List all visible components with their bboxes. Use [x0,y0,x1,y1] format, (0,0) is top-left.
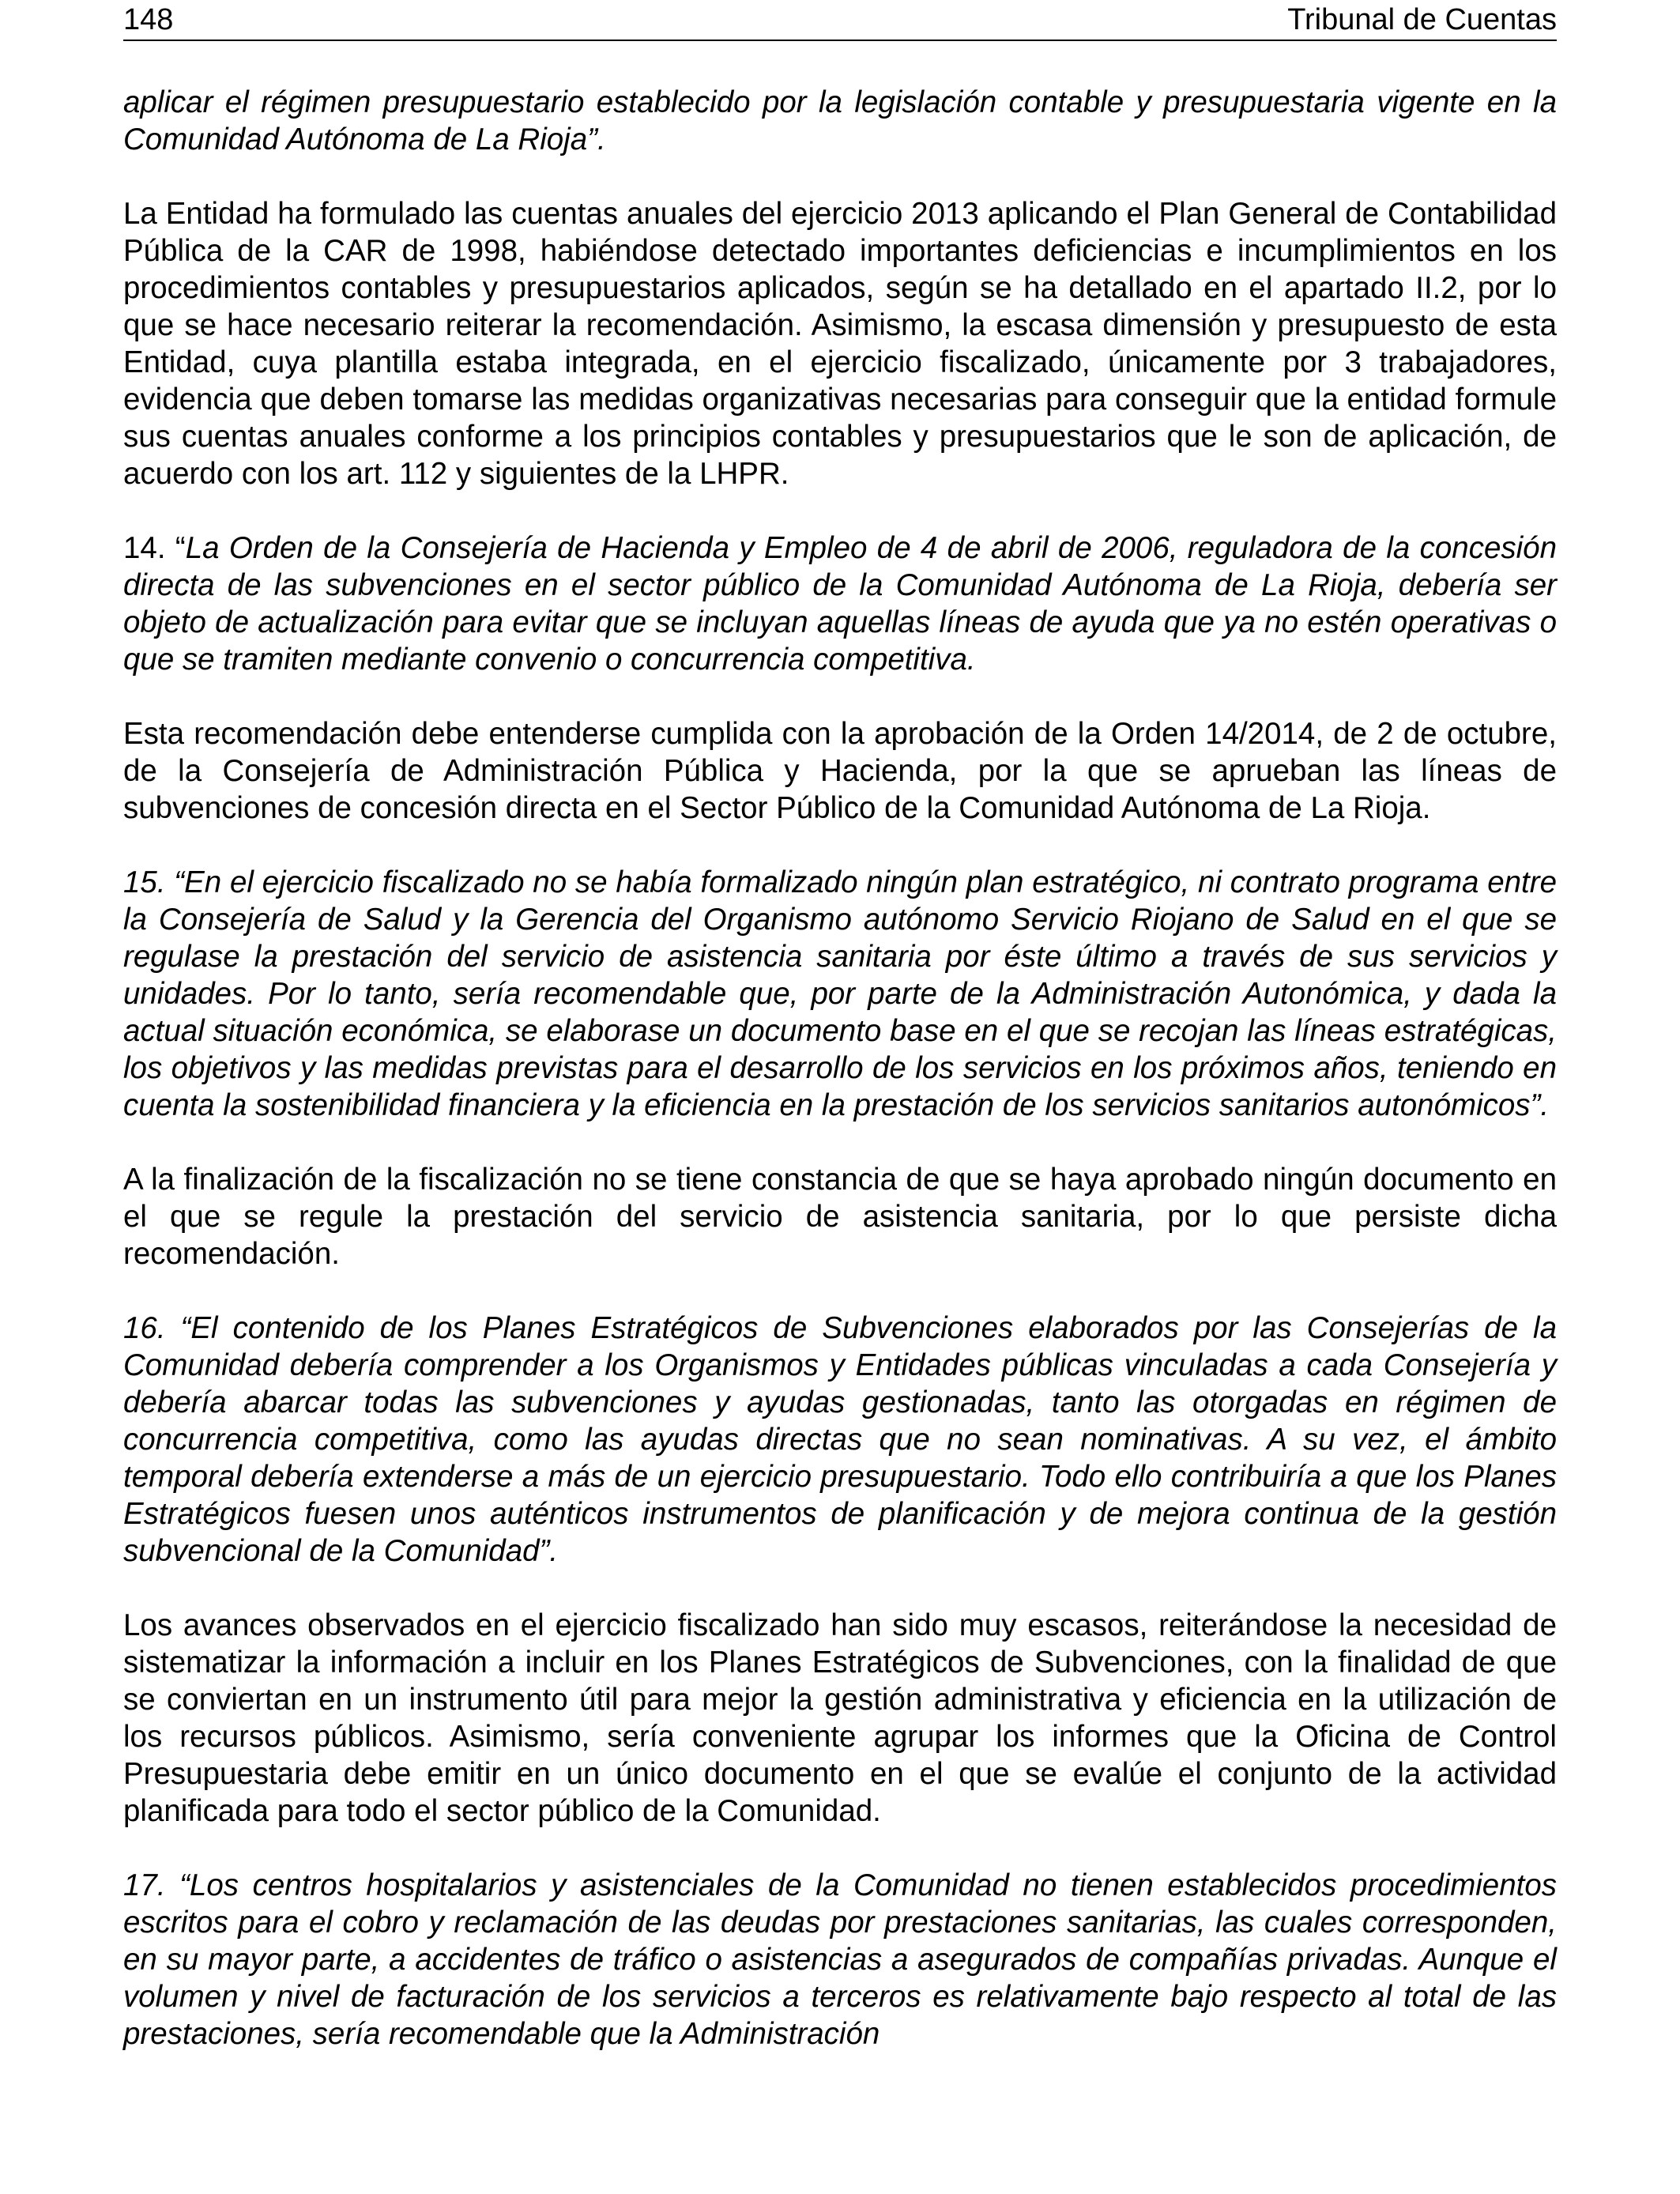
paragraph-comment [123,1607,1557,1830]
paragraph-text: 16. “El contenido de los Planes Estratégicos de Subvenciones elaborados por las Consejerías de la Comunidad debería comprender a los Organismos y Entidades públicas vinculadas a cada Consejería y debería abarcar todas las subvenciones y ayudas gestionadas, tanto las otorgadas en régimen de concurrencia competitiva, como las ayudas directas que no sean nominativas. A su vez, el ámbito temporal debería extenderse a más de un ejercicio presupuestario. Todo ello contribuiría a que los Planes Estratégicos fuesen unos auténticos instrumentos de planificación y de mejora continua de la gestión subvencional de la Comunidad”. [123,1311,1557,1568]
paragraph-recommendation-15 [123,864,1557,1124]
paragraph-text: Esta recomendación debe entenderse cumplida con la aprobación de la Orden 14/2014, de 2 de octubre, de la Consejería de Administración Pública y Hacienda, por la que se aprueban las líneas de subvenciones de concesión directa en el Sector Público de la Comunidad Autónoma de La Rioja. [123,717,1557,825]
paragraph-text: 17. “Los centros hospitalarios y asistenciales de la Comunidad no tienen establecidos procedimientos escritos para el cobro y reclamación de las deudas por prestaciones sanitarias, las cuales corresponden, en su mayor parte, a accidentes de tráfico o asistencias a asegurados de compañías privadas. Aunque el volumen y nivel de facturación de los servicios a terceros es relativamente bajo respecto al total de las prestaciones, sería recomendable que la Administración [123,1868,1557,2051]
paragraph-comment [123,715,1557,827]
paragraph-recommendation-17 [123,1867,1557,2053]
document-body [123,84,1557,2053]
paragraph-recommendation-14 [123,530,1557,678]
page-number: 148 [123,3,174,36]
paragraph-comment [123,1161,1557,1272]
running-title: Tribunal de Cuentas [1287,3,1557,36]
paragraph-text: La Entidad ha formulado las cuentas anuales del ejercicio 2013 aplicando el Plan General de Contabilidad Pública de la CAR de 1998, habiéndose detectado importantes deficiencias e incumplimientos en los procedimientos contables y presupuestarios aplicados, según se ha detallado en el apartado II.2, por lo que se hace necesario reiterar la recomendación. Asimismo, la escasa dimensión y presupuesto de esta Entidad, cuya plantilla estaba integrada, en el ejercicio fiscalizado, únicamente por 3 trabajadores, evidencia que deben tomarse las medidas organizativas necesarias para conseguir que la entidad formule sus cuentas anuales conforme a los principios contables y presupuestarios que le son de aplicación, de acuerdo con los art. 112 y siguientes de la LHPR. [123,197,1557,491]
paragraph-number: 14. “ [123,531,186,565]
paragraph-quote-end [123,84,1557,158]
paragraph-recommendation-16 [123,1310,1557,1570]
paragraph-text: aplicar el régimen presupuestario establecido por la legislación contable y presupuestaria vigente en la Comunidad Autónoma de La Rioja”. [123,85,1557,156]
paragraph-text: A la finalización de la fiscalización no se tiene constancia de que se haya aprobado ningún documento en el que se regule la prestación del servicio de asistencia sanitaria, por lo que persiste dicha recomendación. [123,1163,1557,1271]
paragraph-comment [123,195,1557,492]
paragraph-text: 15. “En el ejercicio fiscalizado no se había formalizado ningún plan estratégico, ni contrato programa entre la Consejería de Salud y la Gerencia del Organismo autónomo Servicio Riojano de Salud en el que se regulase la prestación del servicio de asistencia sanitaria por éste último a través de sus servicios y unidades. Por lo tanto, sería recomendable que, por parte de la Administración Autonómica, y dada la actual situación económica, se elaborase un documento base en el que se recojan las líneas estratégicas, los objetivos y las medidas previstas para el desarrollo de los servicios en los próximos años, teniendo en cuenta la sostenibilidad financiera y la eficiencia en la prestación de los servicios sanitarios autonómicos”. [123,865,1557,1122]
paragraph-text: Los avances observados en el ejercicio fiscalizado han sido muy escasos, reiterándose la necesidad de sistematizar la información a incluir en los Planes Estratégicos de Subvenciones, con la finalidad de que se conviertan en un instrumento útil para mejor la gestión administrativa y eficiencia en la utilización de los recursos públicos. Asimismo, sería conveniente agrupar los informes que la Oficina de Control Presupuestaria debe emitir en un único documento en el que se evalúe el conjunto de la actividad planificada para todo el sector público de la Comunidad. [123,1608,1557,1828]
paragraph-text: La Orden de la Consejería de Hacienda y Empleo de 4 de abril de 2006, reguladora de la concesión directa de las subvenciones en el sector público de la Comunidad Autónoma de La Rioja, debería ser objeto de actualización para evitar que se incluyan aquellas líneas de ayuda que ya no estén operativas o que se tramiten mediante convenio o concurrencia competitiva. [123,531,1557,677]
page-header [123,0,1557,41]
